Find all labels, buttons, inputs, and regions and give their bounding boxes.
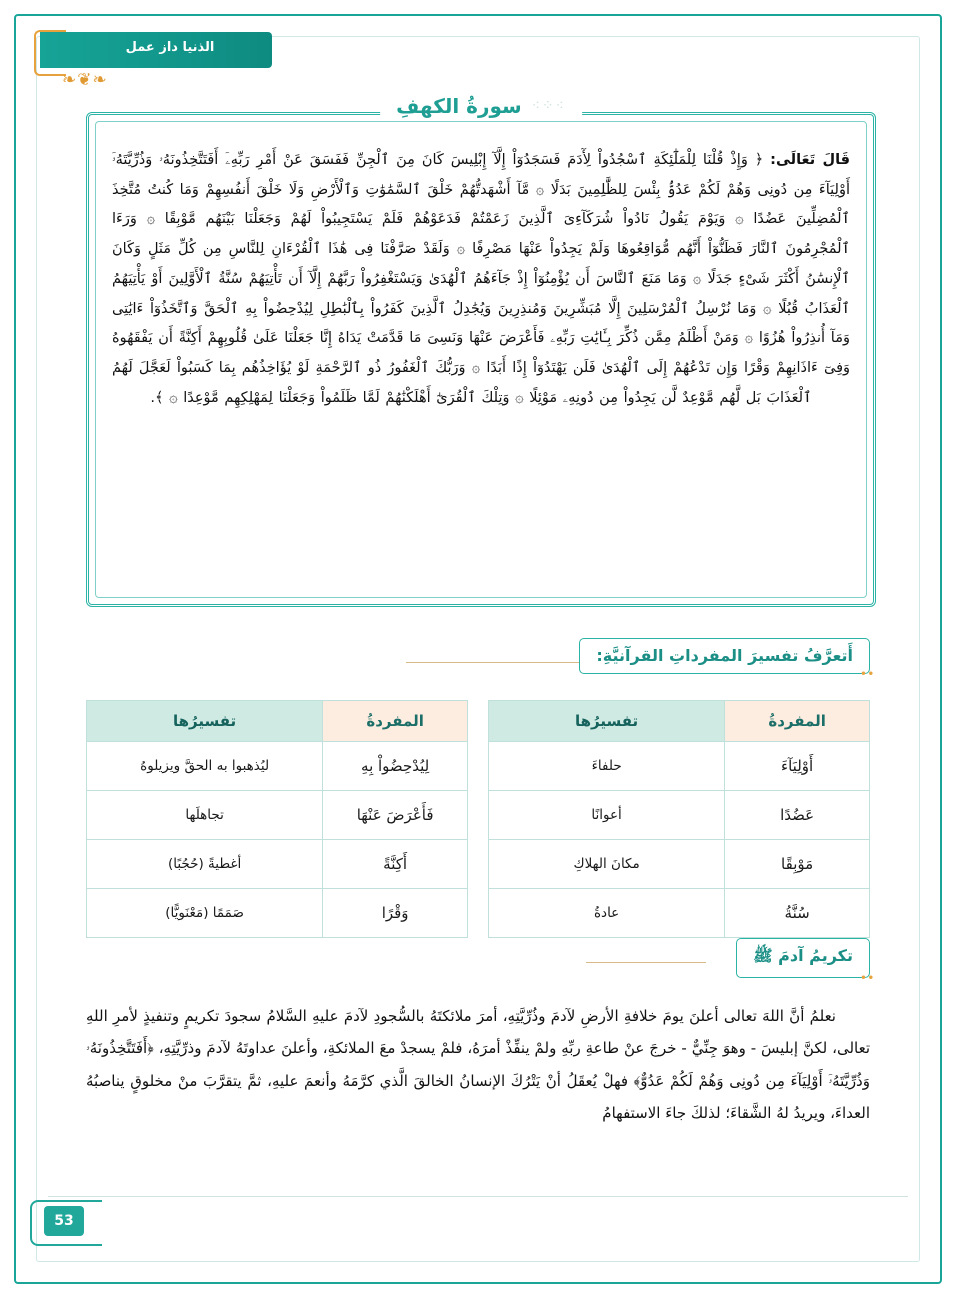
vocab-word: فَأَعْرَضَ عَنْهَا — [323, 791, 468, 840]
takrim-heading — [736, 938, 875, 984]
header-title: الذنيا داز عمل — [125, 40, 215, 55]
page-number: 53 — [44, 1206, 84, 1236]
quran-passage-box — [86, 94, 876, 607]
takrim-paragraph: نعلمُ أنَّ اللهَ تعالى أعلنَ يومَ خلافةِ الأرضِ لآدمَ وذُرِّيَّتِهِ، أمرَ ملائكتَهُ بالسُّجودِ لآدمَ عليهِ السَّلامُ سجودَ تكريمٍ وتنفيذٍ لأمرِ اللهِ تعالى، لكنَّ إبليسَ - وهوَ جِنِّيٌّ - خرجَ عنْ طاعةِ ربِّهِ ولمْ ينفِّذْ أمرَهُ، فلمْ يسجدْ معَ الملائكةِ، وأعلنَ عداوتَهُ لآدمَ وذرِّيَّتِهِ، ﴿أَفَتَتَّخِذُونَهُۥ وَذُرِّيَّتَهُۥٓ أَوْلِيَآءَ مِن دُونِى وَهُمْ لَكُمْ عَدُوٌّ﴾ فهلْ يُعقَلُ أنْ يَتْرُكَ الإنسانُ الخالقَ الَّذي كرَّمَهُ وأنعمَ عليهِ، ثمَّ يتقرَّبَ منْ مخلوقٍ يناصبُهُ العداءَ، ويريدُ لهُ الشَّقاءَ؛ لذلكَ جاءَ الاستفهامُ — [86, 1007, 870, 1122]
header-ornament-flourish-icon: ❧❦❧ — [62, 70, 108, 90]
col-header-meaning: تفسيرُها — [489, 701, 725, 742]
vocab-meaning: مكانَ الهلاكِ — [489, 840, 725, 889]
col-header-meaning: تفسيرُها — [87, 701, 323, 742]
surah-title: سورةُ الكهفِ — [396, 94, 522, 118]
vocab-meaning: حلفاءَ — [489, 742, 725, 791]
footer-divider — [48, 1196, 908, 1197]
table-row — [87, 742, 468, 791]
table-row — [87, 840, 468, 889]
mufradat-heading-text: أَتعرَّفُ تفسيرَ المفرداتِ القرآنيَّةِ: — [596, 646, 853, 665]
table-row — [489, 791, 870, 840]
table-row — [489, 742, 870, 791]
vocab-word: عَضُدًا — [725, 791, 870, 840]
vocab-table-left — [86, 700, 468, 938]
takrim-heading-text: تكريمُ آدمَ ﷺ — [753, 946, 853, 965]
quran-title-wrap — [380, 94, 582, 118]
takrim-heading-rule — [586, 962, 706, 963]
col-header-word: المفردةُ — [725, 701, 870, 742]
quran-intro-label: قَالَ تَعَالَى: — [770, 152, 851, 168]
vocab-word: وَقْرًا — [323, 889, 468, 938]
vocab-meaning: صَمَمًا (مَعْنَويًّا) — [87, 889, 323, 938]
vocab-meaning: ليُذهبوا به الحقَّ ويزيلوهُ — [87, 742, 323, 791]
vocab-meaning: أغطيةً (حُجُبًا) — [87, 840, 323, 889]
mufradat-heading — [579, 638, 875, 680]
quran-verses-text: ﴿ وَإِذْ قُلْنَا لِلْمَلَٰٓئِكَةِ ٱسْجُدُواْ لِأٓدَمَ فَسَجَدُوٓاْ إِلَّآ إِبْلِيسَ كَانَ مِنَ ٱلْجِنِّ فَفَسَقَ عَنْ أَمْرِ رَبِّهِۦٓ أَفَتَتَّخِذُونَهُۥ وَذُرِّيَّتَهُۥٓ أَوْلِيَآءَ مِن دُونِى وَهُمْ لَكُمْ عَدُوُّۢ بِئْسَ لِلظَّٰلِمِينَ بَدَلًا ۞ مَّآ أَشْهَدتُّهُمْ خَلْقَ ٱلسَّمَٰوَٰتِ وَٱلْأَرْضِ وَلَا خَلْقَ أَنفُسِهِمْ وَمَا كُنتُ مُتَّخِذَ ٱلْمُضِلِّينَ عَضُدًا ۞ وَيَوْمَ يَقُولُ نَادُواْ شُرَكَآءِىَ ٱلَّذِينَ زَعَمْتُمْ فَدَعَوْهُمْ فَلَمْ يَسْتَجِيبُواْ لَهُمْ وَجَعَلْنَا بَيْنَهُم مَّوْبِقًا ۞ وَرَءَا ٱلْمُجْرِمُونَ ٱلنَّارَ فَظَنُّوٓاْ أَنَّهُم مُّوَاقِعُوهَا وَلَمْ يَجِدُواْ عَنْهَا مَصْرِفًا ۞ وَلَقَدْ صَرَّفْنَا فِى هَٰذَا ٱلْقُرْءَانِ لِلنَّاسِ مِن كُلِّ مَثَلٍ وَكَانَ ٱلْإِنسَٰنُ أَكْثَرَ شَىْءٍ جَدَلًا ۞ وَمَا مَنَعَ ٱلنَّاسَ أَن يُؤْمِنُوٓاْ إِذْ جَآءَهُمُ ٱلْهُدَىٰ وَيَسْتَغْفِرُواْ رَبَّهُمْ إِلَّآ أَن تَأْتِيَهُمْ سُنَّةُ ٱلْأَوَّلِينَ أَوْ يَأْتِيَهُمُ ٱلْعَذَابُ قُبُلًا ۞ وَمَا نُرْسِلُ ٱلْمُرْسَلِينَ إِلَّا مُبَشِّرِينَ وَمُنذِرِينَ وَيُجَٰدِلُ ٱلَّذِينَ كَفَرُواْ بِٱلْبَٰطِلِ لِيُدْحِضُواْ بِهِ ٱلْحَقَّ وَٱتَّخَذُوٓاْ ءَايَٰتِى وَمَآ أُنذِرُواْ هُزُوًا ۞ وَمَنْ أَظْلَمُ مِمَّن ذُكِّرَ بِـَٔايَٰتِ رَبِّهِۦ فَأَعْرَضَ عَنْهَا وَنَسِىَ مَا قَدَّمَتْ يَدَاهُ إِنَّا جَعَلْنَا عَلَىٰ قُلُوبِهِمْ أَكِنَّةً أَن يَفْقَهُوهُ وَفِىٓ ءَاذَانِهِمْ وَقْرًا وَإِن تَدْعُهُمْ إِلَى ٱلْهُدَىٰ فَلَن يَهْتَدُوٓاْ إِذًا أَبَدًا ۞ وَرَبُّكَ ٱلْغَفُورُ ذُو ٱلرَّحْمَةِ لَوْ يُؤَاخِذُهُم بِمَا كَسَبُواْ لَعَجَّلَ لَهُمُ ٱلْعَذَابَ بَل لَّهُم مَّوْعِدٌ لَّن يَجِدُواْ مِن دُونِهِۦ مَوْئِلًا ۞ وَتِلْكَ ٱلْقُرَىٰٓ أَهْلَكْنَٰهُمْ لَمَّا ظَلَمُواْ وَجَعَلْنَا لِمَهْلِكِهِم مَّوْعِدًا ۞ ﴾. — [112, 152, 850, 406]
col-header-word: المفردةُ — [323, 701, 468, 742]
quran-verses — [112, 146, 850, 591]
table-row — [87, 791, 468, 840]
table-row — [489, 840, 870, 889]
table-row — [489, 889, 870, 938]
table-row — [87, 889, 468, 938]
vocab-meaning: تجاهلَها — [87, 791, 323, 840]
vocab-meaning: عادةُ — [489, 889, 725, 938]
vocab-word: لِيُدْحِضُواْ بِهِ — [323, 742, 468, 791]
vocab-word: أَكِنَّةً — [323, 840, 468, 889]
title-ornament-right-icon: ⁖⁘⁖ — [531, 98, 566, 114]
mufradat-heading-dots-icon: •• — [860, 669, 875, 680]
vocab-table-right — [488, 700, 870, 938]
vocab-word: أَوْلِيَآءَ — [725, 742, 870, 791]
takrim-heading-dots-icon: •• — [860, 973, 875, 984]
table-header-row — [87, 701, 468, 742]
vocab-word: مَوْبِقًا — [725, 840, 870, 889]
vocab-meaning: أعوانًا — [489, 791, 725, 840]
vocab-word: سُنَّةُ — [725, 889, 870, 938]
table-header-row — [489, 701, 870, 742]
